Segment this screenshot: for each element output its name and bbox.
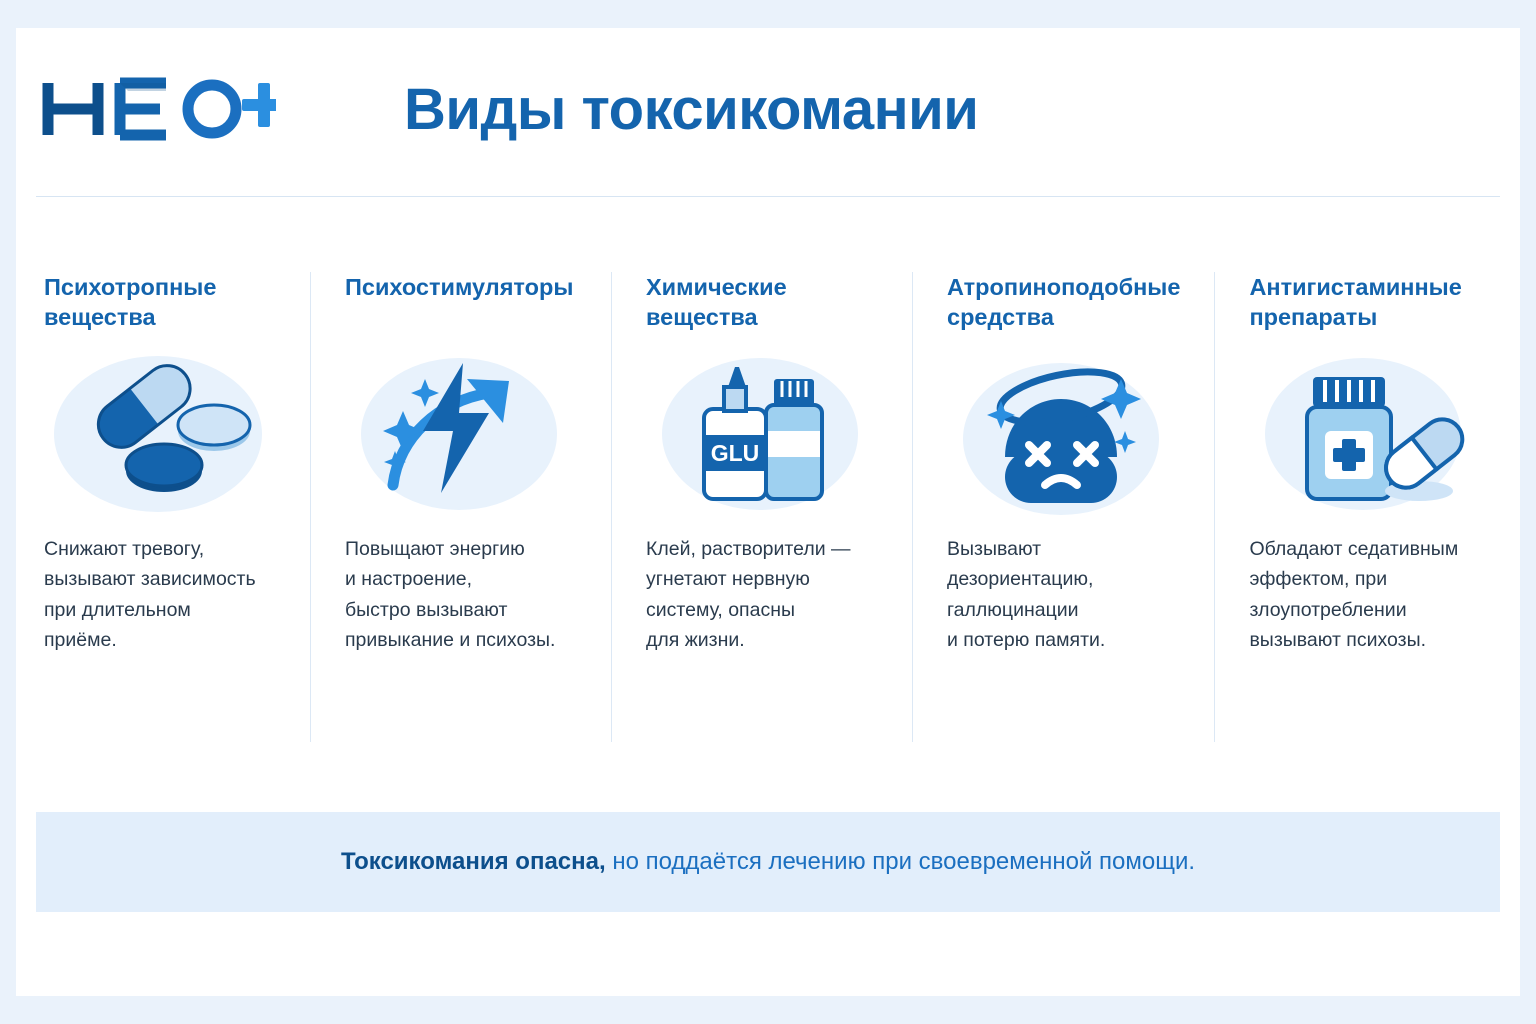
- category-column-antihistamines: [1214, 272, 1515, 742]
- category-description: Вызывают дезориентацию, галлюцинации и потерю памяти.: [947, 538, 1106, 652]
- header-divider: [36, 196, 1500, 197]
- header: [36, 44, 1500, 174]
- footer-banner-bold: Токсикомания опасна,: [340, 848, 606, 875]
- category-column-chemicals: [611, 272, 912, 742]
- page-edge-top: [0, 0, 1536, 28]
- category-description: Обладают седативным эффектом, при злоупотреблении вызывают психозы.: [1249, 538, 1459, 652]
- category-title: Психостимуляторы: [345, 274, 574, 300]
- category-column-atropine: [912, 272, 1214, 742]
- footer-banner: [36, 812, 1500, 912]
- glue-solvent-bottles-icon: [646, 334, 878, 534]
- lightning-bolt-arrow-icon: [345, 334, 577, 534]
- category-column-psychotropic: [36, 272, 310, 742]
- category-columns: [36, 272, 1500, 742]
- category-title: Психотропные вещества: [44, 274, 217, 331]
- category-title: Химические вещества: [646, 274, 787, 331]
- category-description: Повыщают энергию и настроение, быстро вызывают привыкание и психозы.: [345, 538, 556, 652]
- category-title: Атропиноподобные средства: [947, 274, 1181, 331]
- pills-capsule-icon: [44, 334, 276, 534]
- page-title: Виды токсикомании: [404, 76, 979, 142]
- medicine-bottle-capsule-icon: [1249, 334, 1481, 534]
- footer-banner-rest: но поддаётся лечению при своевременной помощи.: [605, 848, 1196, 875]
- brand-logo: [36, 64, 286, 154]
- page-edge-right: [1520, 0, 1536, 1024]
- footer-banner-text: [341, 848, 1195, 876]
- category-description: Клей, растворители — угнетают нервную систему, опасны для жизни.: [646, 538, 851, 652]
- page-edge-left: [0, 0, 16, 1024]
- page-edge-bottom: [0, 996, 1536, 1024]
- dizzy-head-icon: [947, 334, 1180, 534]
- glue-bottle-label: GLU: [710, 440, 760, 466]
- category-description: Снижают тревогу, вызывают зависимость при длительном приёме.: [44, 538, 256, 652]
- category-column-stimulants: [310, 272, 611, 742]
- category-title: Антигистаминные препараты: [1249, 274, 1462, 331]
